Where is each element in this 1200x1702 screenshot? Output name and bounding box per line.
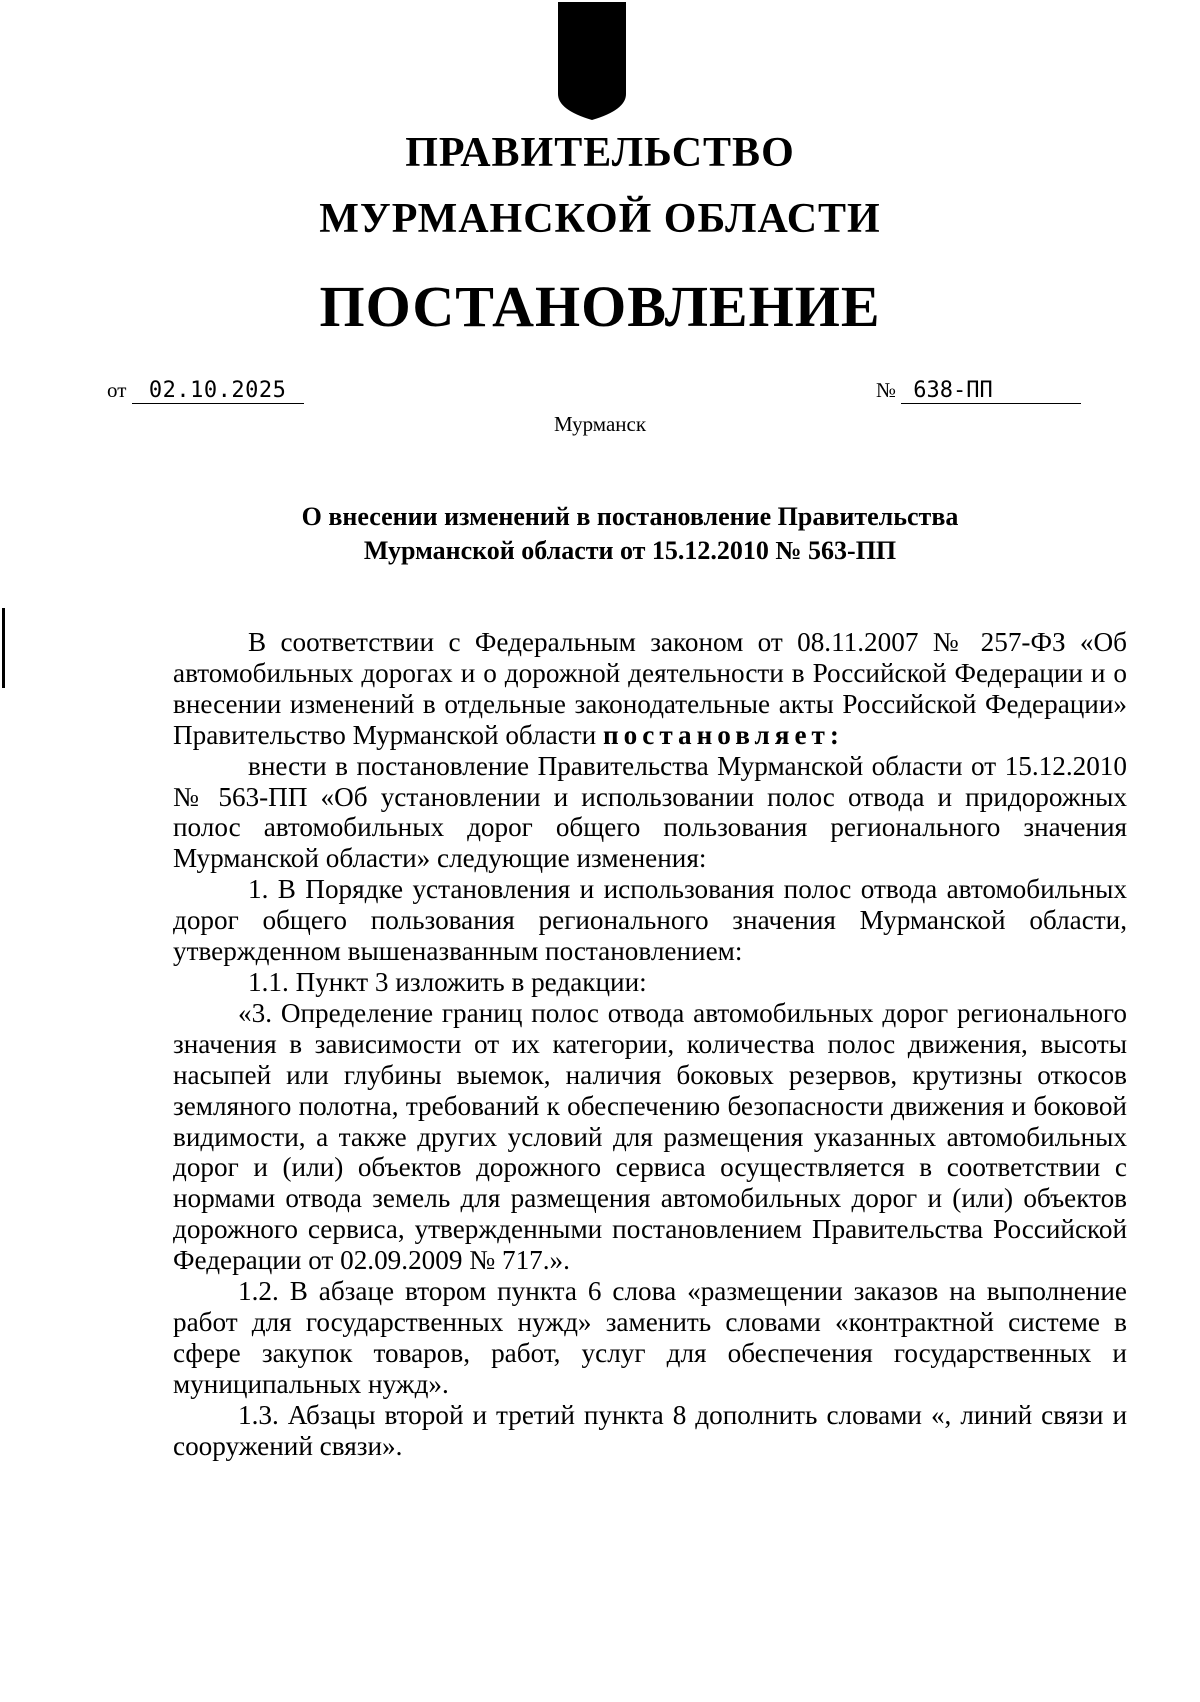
org-name-line-2: МУРМАНСКОЙ ОБЛАСТИ <box>319 196 881 242</box>
date-value: 02.10.2025 <box>132 380 304 404</box>
date-field <box>107 380 304 404</box>
date-prefix: от <box>107 378 127 402</box>
body-paragraph-item-1: 1. В Порядке установления и использования полос отвода автомобильных дорог общего пользования регионального значения Мурманской области, утвержденном вышеназванным постановлением: <box>173 874 1127 967</box>
document-body <box>173 627 1127 1461</box>
org-name-line-1: ПРАВИТЕЛЬСТВО <box>405 130 795 176</box>
number-field <box>876 380 1081 404</box>
city-name: Мурманск <box>553 412 647 436</box>
subject-line-1: О внесении изменений в постановление Правительства <box>301 502 959 531</box>
subject-line-2: Мурманской области от 15.12.2010 № 563-ПП <box>363 536 897 565</box>
body-paragraph-preamble <box>173 627 1127 751</box>
body-paragraph-item-1-1: 1.1. Пункт 3 изложить в редакции: <box>248 966 647 997</box>
body-paragraph-item-1-3: 1.3. Абзацы второй и третий пункта 8 дополнить словами «, линий связи и сооружений связи». <box>173 1399 1127 1461</box>
resolution-keyword: постановляет: <box>603 719 844 750</box>
number-value: 638-ПП <box>901 380 1081 404</box>
number-prefix: № <box>876 378 897 402</box>
body-paragraph-item-3-text: «3. Определение границ полос отвода автомобильных дорог регионального значения в зависимости от их категории, количества полос движения, высоты насыпей или глубины выемок, наличия боковых резервов, крутизны откосов земляного полотна, требований к обеспечению безопасности движения и боковой видимости, а также других условий для размещения указанных автомобильных дорог и (или) объектов дорожного сервиса осуществляется в соответствии с нормами отвода земель для размещения автомобильных дорог и (или) объектов дорожного сервиса, утвержденными постановлением Правительства Российской Федерации от 02.09.2009 № 717.». <box>173 997 1127 1276</box>
coat-of-arms-icon <box>552 2 632 124</box>
body-paragraph-item-1-2: 1.2. В абзаце втором пункта 6 слова «размещении заказов на выполнение работ для государственных нужд» заменить словами «контрактной системе в сфере закупок товаров, работ, услуг для обеспечения государственных и муниципальных нужд». <box>173 1276 1127 1399</box>
document-subject <box>260 500 1000 568</box>
scan-edge-mark <box>2 608 5 688</box>
document-type-title: ПОСТАНОВЛЕНИЕ <box>319 274 881 339</box>
body-paragraph-resolution: внести в постановление Правительства Мурманской области от 15.12.2010 № 563-ПП «Об установлении и использовании полос отвода и придорожных полос автомобильных дорог общего пользования регионального значения Мурманской области» следующие изменения: <box>173 750 1127 874</box>
preamble-text: В соответствии с Федеральным законом от 08.11.2007 № 257-ФЗ «Об автомобильных дорогах и о дорожной деятельности в Российской Федерации и о внесении изменений в отдельные законодательные акты Российской Федерации» Правительство Мурманской области <box>173 627 1127 750</box>
